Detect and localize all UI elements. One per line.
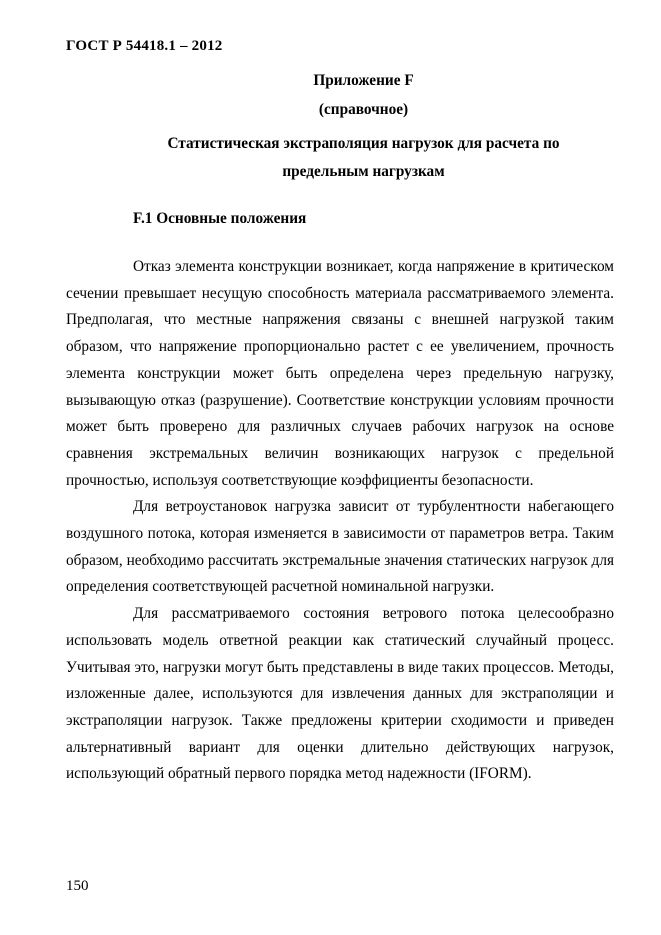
paragraph: Для ветроустановок нагрузка зависит от турбулентности набегающего воздушного потока, которая изменяется в зависимости от параметров ветра. Таким образом, необходимо рассчитать экстремальные значения статических нагрузок для определения соответствующей расчетной номинальной нагрузки. — [66, 498, 614, 596]
annex-name-line1: Статистическая экстраполяция нагрузок для расчета по — [167, 135, 560, 152]
annex-title: Приложение F — [313, 72, 414, 89]
paragraph: Отказ элемента конструкции возникает, когда напряжение в критическом сечении превышает несущую способность материала рассматриваемого элемента. Предполагая, что местные напряжения связаны с внешней нагрузкой таким образом, что напряжение пропорционально растет с ее увеличением, прочность элемента конструкции может быть определена через предельную нагрузку, вызывающую отказ (разрушение). Соответствие конструкции условиям прочности может быть проверено для различных случаев рабочих нагрузок на основе сравнения экстремальных величин возникающих нагрузок с предельной прочностью, используя соответствующие коэффициенты безопасности. — [66, 258, 614, 489]
annex-name — [66, 130, 661, 186]
annex-kind: (справочное) — [318, 101, 409, 118]
section-heading: F.1 Основные положения — [133, 210, 307, 227]
standard-header: ГОСТ Р 54418.1 – 2012 — [66, 38, 223, 54]
page-number: 150 — [66, 878, 89, 894]
annex-name-line2: предельным нагрузкам — [282, 163, 445, 180]
body-text — [66, 254, 614, 788]
paragraph: Для рассматриваемого состояния ветрового потока целесообразно использовать модель ответной реакции как статический случайный процесс. Учитывая это, нагрузки могут быть представлены в виде таких процессов. Методы, изложенные далее, используются для извлечения данных для экстраполяции и экстраполяции нагрузок. Также предложены критерии сходимости и приведен альтернативный вариант для оценки длительно действующих нагрузок, использующий обратный первого порядка метод надежности (IFORM). — [66, 605, 614, 783]
